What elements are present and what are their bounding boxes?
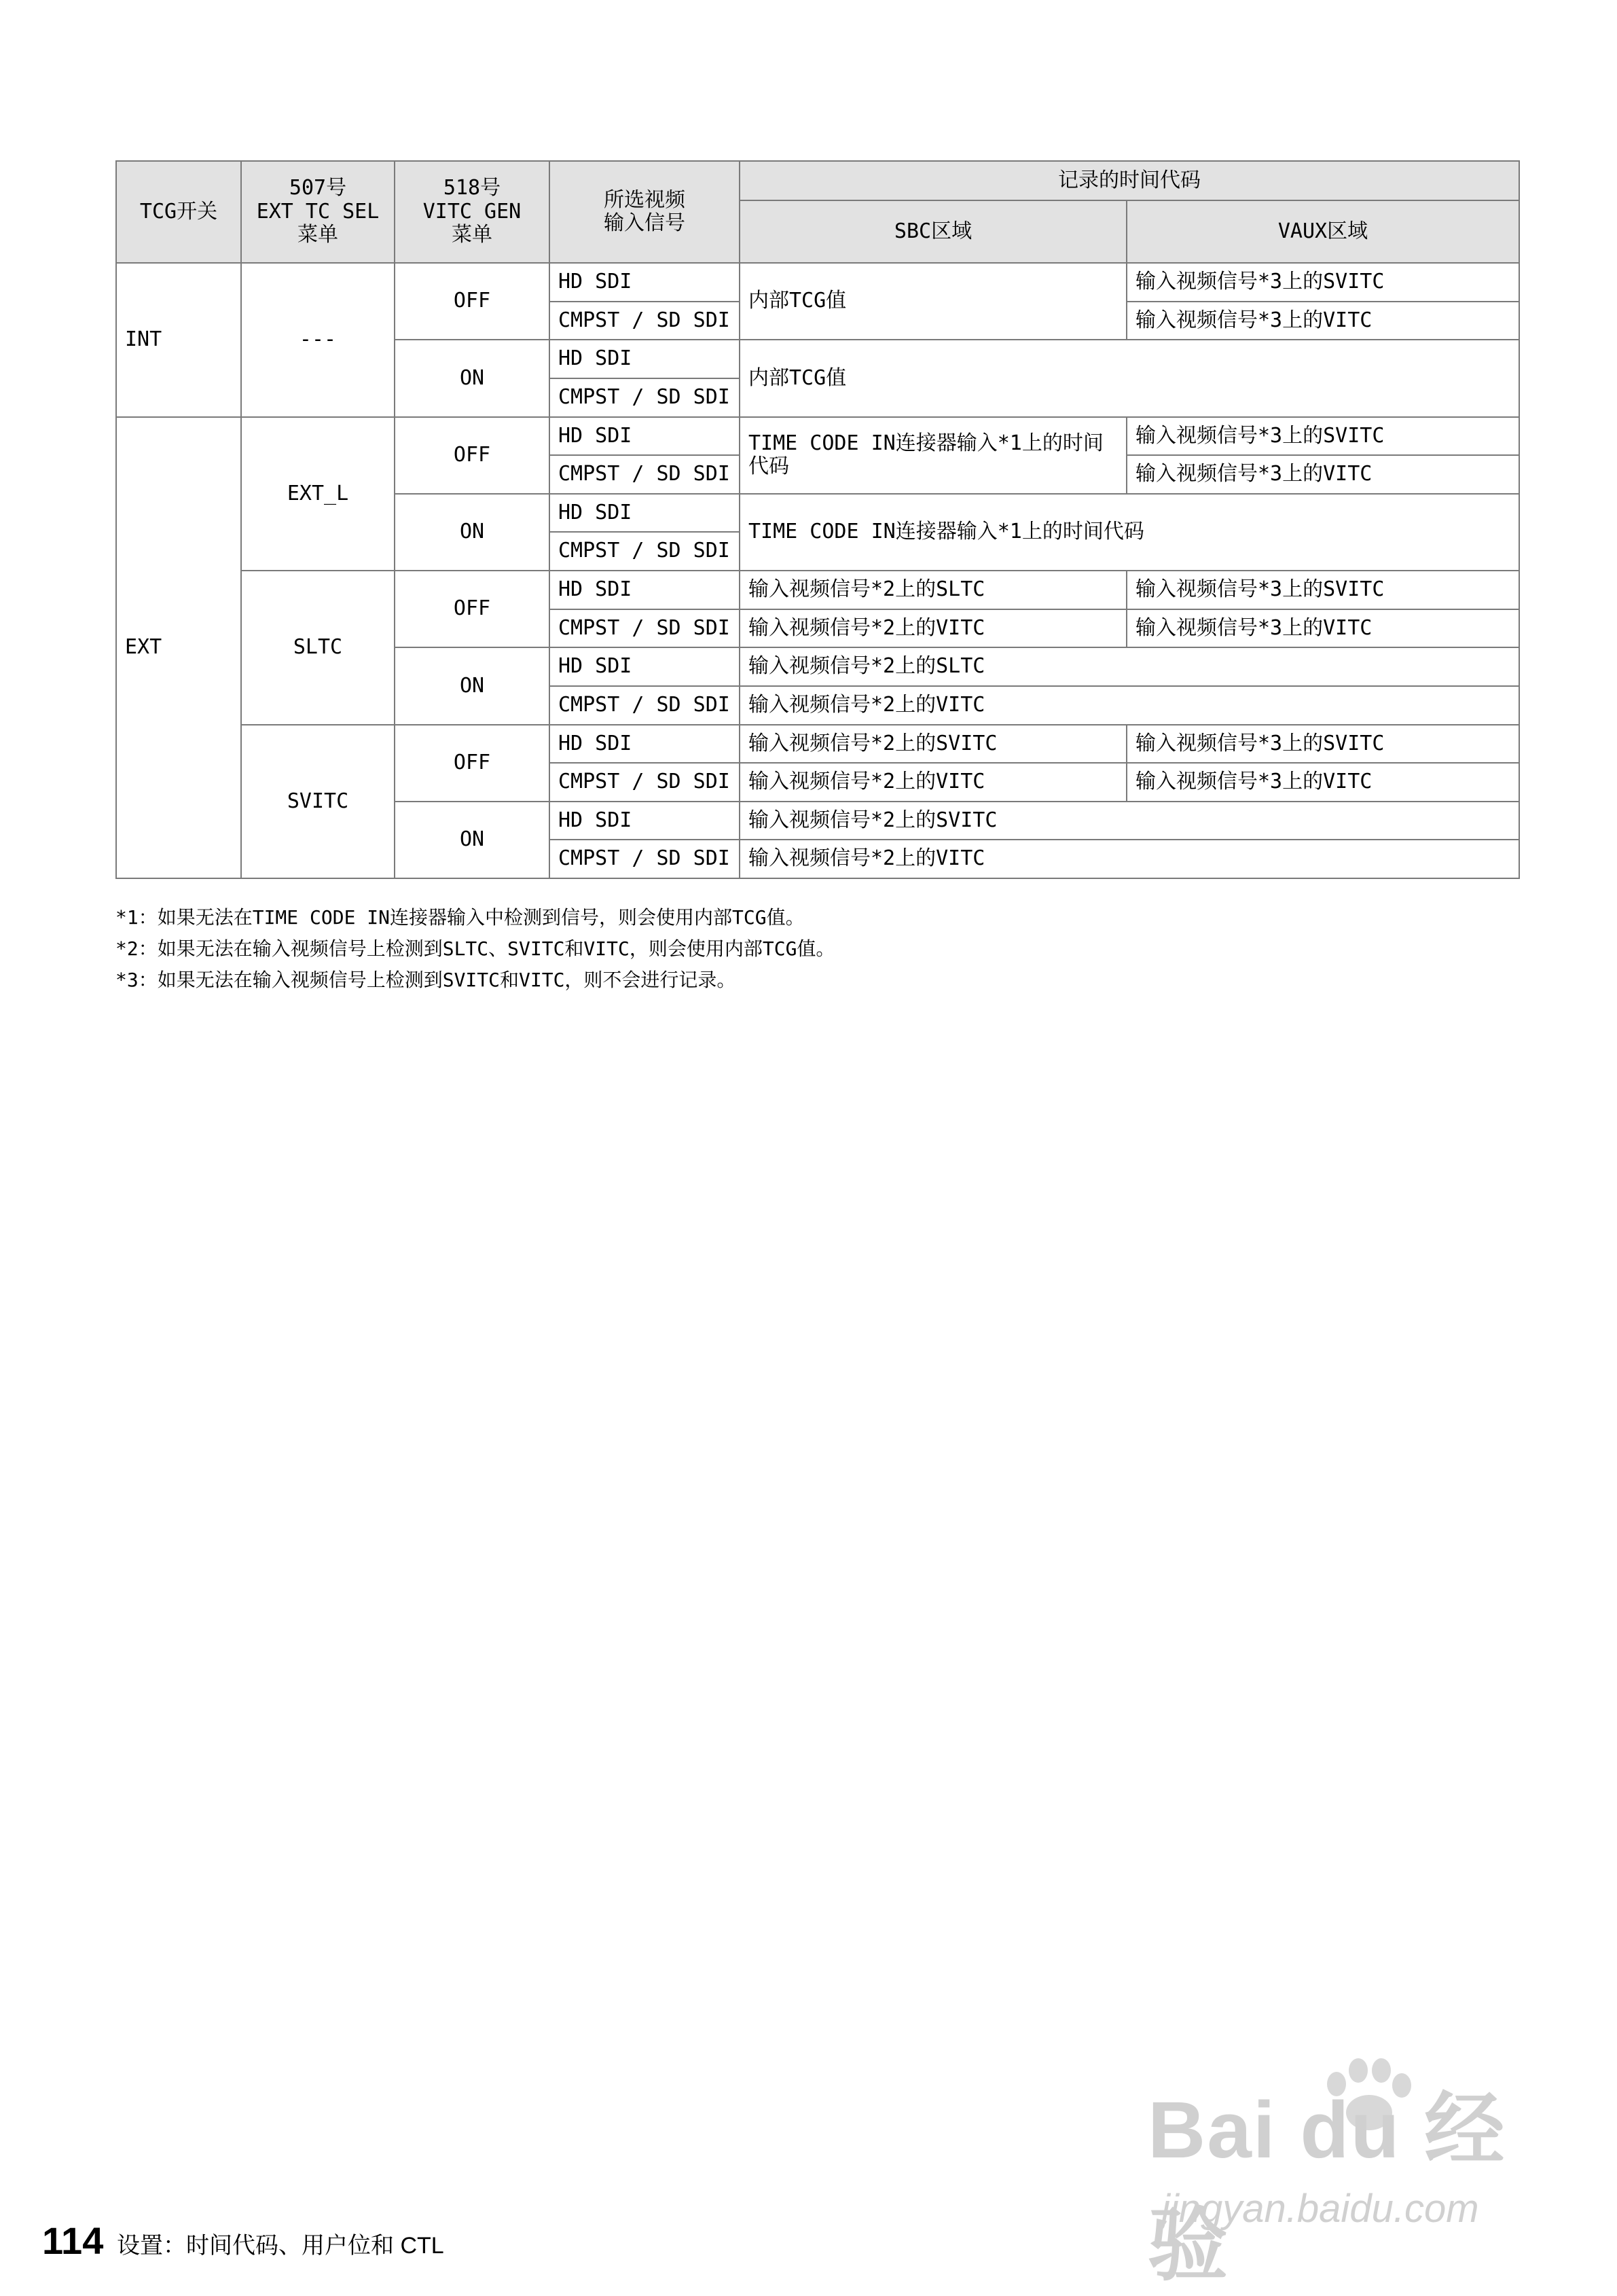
sbc-value: 输入视频信号*2上的VITC	[740, 763, 1127, 802]
input-cmpst-sd-sdi: CMPST / SD SDI	[549, 455, 740, 494]
col-header-vaux: VAUX区域	[1127, 200, 1519, 263]
col-header-ext-tc-sel: 507号 EXT TC SEL 菜单	[241, 161, 395, 263]
sbc-value: 输入视频信号*2上的VITC	[740, 609, 1127, 648]
input-hd-sdi: HD SDI	[549, 263, 740, 302]
input-cmpst-sd-sdi: CMPST / SD SDI	[549, 378, 740, 417]
vaux-value: 输入视频信号*3上的SVITC	[1127, 263, 1519, 302]
tcg-int: INT	[116, 263, 241, 417]
recorded-value: TIME CODE IN连接器输入*1上的时间代码	[740, 494, 1519, 571]
recorded-value: 输入视频信号*2上的SVITC	[740, 802, 1519, 840]
watermark-site: jingyan.baidu.com	[1161, 2187, 1479, 2231]
timecode-table	[115, 160, 1520, 879]
col-header-vitc-gen: 518号 VITC GEN 菜单	[395, 161, 549, 263]
col-header-recorded: 记录的时间代码	[740, 161, 1519, 200]
vitc-gen-off: OFF	[395, 571, 549, 647]
page-number: 114	[42, 2219, 104, 2262]
tcg-ext: EXT	[116, 417, 241, 879]
vitc-gen-off: OFF	[395, 417, 549, 494]
vaux-value: 输入视频信号*3上的VITC	[1127, 763, 1519, 802]
table-row	[116, 725, 1519, 764]
input-hd-sdi: HD SDI	[549, 417, 740, 456]
input-hd-sdi: HD SDI	[549, 494, 740, 533]
table-row	[116, 263, 1519, 302]
ext-tc-sel-sltc: SLTC	[241, 571, 395, 725]
sbc-value: TIME CODE IN连接器输入*1上的时间代码	[740, 417, 1127, 494]
col-header-sbc: SBC区域	[740, 200, 1127, 263]
vaux-value: 输入视频信号*3上的VITC	[1127, 455, 1519, 494]
vitc-gen-off: OFF	[395, 725, 549, 802]
footnotes	[115, 902, 835, 996]
vaux-value: 输入视频信号*3上的VITC	[1127, 302, 1519, 340]
input-cmpst-sd-sdi: CMPST / SD SDI	[549, 840, 740, 878]
ext-tc-sel-none: ---	[241, 263, 395, 417]
recorded-value: 输入视频信号*2上的VITC	[740, 686, 1519, 725]
col-header-input-signal: 所选视频 输入信号	[549, 161, 740, 263]
vitc-gen-on: ON	[395, 647, 549, 724]
sbc-value: 内部TCG值	[740, 263, 1127, 340]
recorded-value: 输入视频信号*2上的SLTC	[740, 647, 1519, 686]
footnote-1: *1：如果无法在TIME CODE IN连接器输入中检测到信号，则会使用内部TCG值。	[115, 906, 805, 929]
input-cmpst-sd-sdi: CMPST / SD SDI	[549, 686, 740, 725]
vitc-gen-on: ON	[395, 340, 549, 416]
col-header-tcg: TCG开关	[116, 161, 241, 263]
vitc-gen-on: ON	[395, 494, 549, 571]
vaux-value: 输入视频信号*3上的VITC	[1127, 609, 1519, 648]
footnote-3: *3：如果无法在输入视频信号上检测到SVITC和VITC，则不会进行记录。	[115, 969, 736, 991]
sbc-value: 输入视频信号*2上的SVITC	[740, 725, 1127, 764]
footnote-2: *2：如果无法在输入视频信号上检测到SLTC、SVITC和VITC，则会使用内部TCG值。	[115, 937, 835, 960]
input-cmpst-sd-sdi: CMPST / SD SDI	[549, 302, 740, 340]
input-cmpst-sd-sdi: CMPST / SD SDI	[549, 763, 740, 802]
table-row	[116, 417, 1519, 456]
vaux-value: 输入视频信号*3上的SVITC	[1127, 417, 1519, 456]
ext-tc-sel-svitc: SVITC	[241, 725, 395, 879]
vitc-gen-on: ON	[395, 802, 549, 878]
watermark-logo: Bai du 经验	[1148, 2085, 1506, 2291]
input-hd-sdi: HD SDI	[549, 647, 740, 686]
page-section-title: 设置：时间代码、用户位和 CTL	[117, 2233, 444, 2259]
recorded-value: 内部TCG值	[740, 340, 1519, 416]
input-cmpst-sd-sdi: CMPST / SD SDI	[549, 532, 740, 571]
input-hd-sdi: HD SDI	[549, 340, 740, 378]
table-row	[116, 571, 1519, 609]
sbc-value: 输入视频信号*2上的SLTC	[740, 571, 1127, 609]
recorded-value: 输入视频信号*2上的VITC	[740, 840, 1519, 878]
input-hd-sdi: HD SDI	[549, 802, 740, 840]
vitc-gen-off: OFF	[395, 263, 549, 340]
input-hd-sdi: HD SDI	[549, 571, 740, 609]
watermark	[1148, 2065, 1542, 2291]
ext-tc-sel-ext-l: EXT_L	[241, 417, 395, 571]
vaux-value: 输入视频信号*3上的SVITC	[1127, 725, 1519, 764]
input-hd-sdi: HD SDI	[549, 725, 740, 764]
input-cmpst-sd-sdi: CMPST / SD SDI	[549, 609, 740, 648]
vaux-value: 输入视频信号*3上的SVITC	[1127, 571, 1519, 609]
